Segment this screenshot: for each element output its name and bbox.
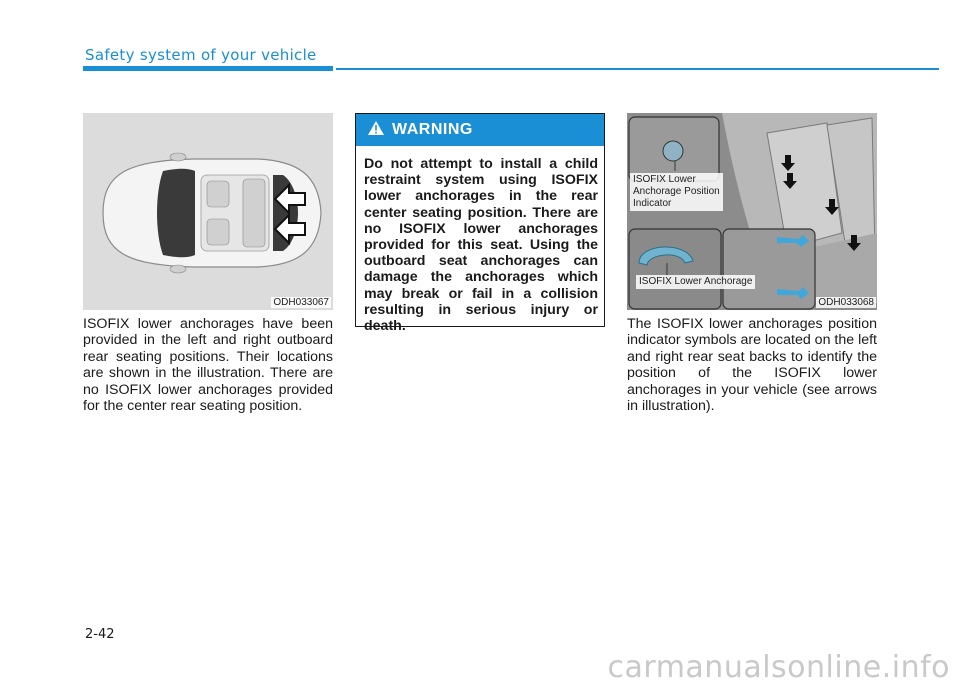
car-top-view-illustration bbox=[83, 113, 333, 310]
warning-triangle-icon bbox=[368, 121, 384, 140]
figure-code: ODH033067 bbox=[273, 297, 329, 308]
callout-indicator: ISOFIX Lower Anchorage Position Indicator bbox=[630, 173, 723, 211]
warning-header bbox=[356, 114, 604, 146]
right-paragraph: The ISOFIX lower anchorages position indicator symbols are located on the left and right rear seat backs to identify the position of the ISOFIX lower anchorages in your vehicle (see arrows in illustration). bbox=[627, 316, 877, 415]
rear-seat-isofix-figure bbox=[627, 113, 877, 310]
header-rule-thin bbox=[336, 68, 939, 70]
figure-code: ODH033068 bbox=[818, 297, 874, 308]
page-number: 2-42 bbox=[85, 627, 115, 642]
warning-box bbox=[355, 113, 605, 335]
watermark: carmanualsonline.info bbox=[607, 650, 950, 685]
warning-body: Do not attempt to install a child restraint system using ISOFIX lower anchorages in the rear center seating position. There are no ISOFIX lower anchorages provided for this seat. Using the outboard seat anchorages can damage the anchorages which may break or fail in a collision resulting in serious injury or death. bbox=[364, 156, 598, 335]
callout-anchorage: ISOFIX Lower Anchorage bbox=[636, 275, 755, 289]
header-rule-thick bbox=[83, 66, 333, 71]
car-top-view-figure bbox=[83, 113, 333, 310]
section-title: Safety system of your vehicle bbox=[85, 46, 317, 64]
warning-title: WARNING bbox=[392, 121, 473, 138]
left-paragraph: ISOFIX lower anchorages have been provided in the left and right outboard rear seating positions. Their locations are shown in the illustration. There are no ISOFIX lower anchorages provided for the center rear seating position. bbox=[83, 316, 333, 415]
